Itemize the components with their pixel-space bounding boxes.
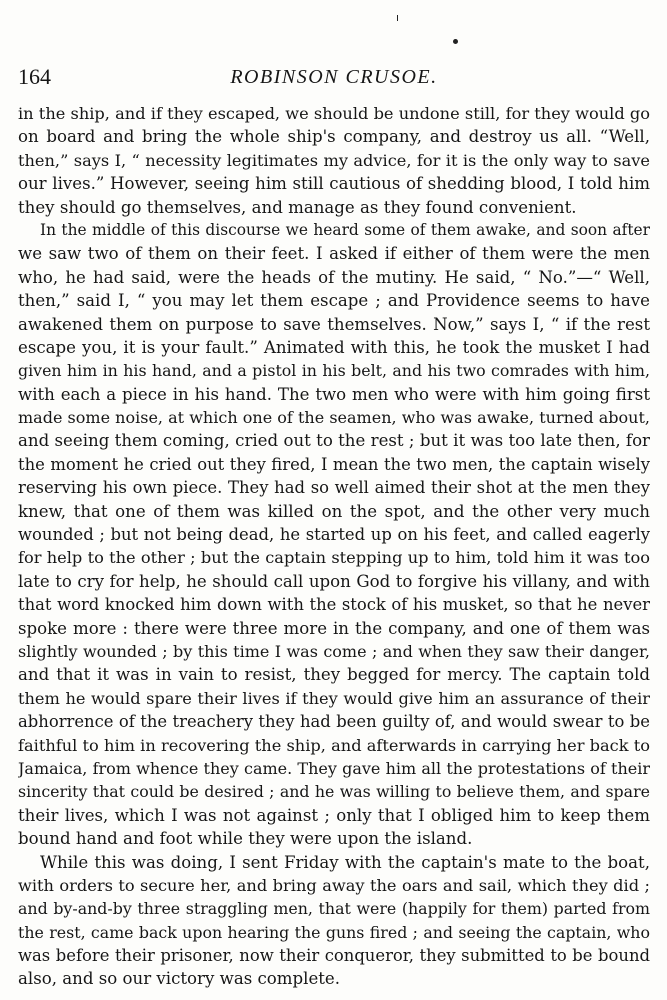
text-line: then,” says I, “ necessity legitimates my advice, for it is the only way to save	[18, 150, 650, 170]
text-line: their lives, which I was not against ; only that I obliged him to keep them	[18, 805, 650, 825]
text-line: them he would spare their lives if they would give him an assurance of their	[18, 688, 650, 708]
text-line: awakened them on purpose to save themselves. Now,” says I, “ if the rest	[18, 314, 650, 334]
text-line: knew, that one of them was killed on the spot, and the other very much	[18, 501, 650, 521]
text-line: for help to the other ; but the captain stepping up to him, told him it was too	[18, 548, 650, 568]
text-line: made some noise, at which one of the seamen, who was awake, turned about,	[18, 408, 650, 428]
text-line: they should go themselves, and manage as they found convenient.	[18, 197, 577, 217]
text-line: also, and so our victory was complete.	[18, 969, 341, 989]
text-line: reserving his own piece. They had so well aimed their shot at the men they	[18, 478, 650, 498]
text-line: in the ship, and if they escaped, we should be undone still, for they would go	[18, 104, 650, 123]
text-line: bound hand and foot while they were upon the island.	[18, 829, 473, 849]
text-line: In the middle of this discourse we heard some of them awake, and soon after	[40, 220, 650, 239]
body-text	[18, 102, 650, 991]
text-line: wounded ; but not being dead, he started up on his feet, and called eagerly	[18, 525, 650, 545]
text-line: then,” said I, “ you may let them escape ; and Providence seems to have	[18, 291, 650, 311]
running-title: ROBINSON CRUSOE.	[230, 66, 438, 88]
text-line: with each a piece in his hand. The two men who were with him going first	[18, 384, 650, 404]
text-line: and by-and-by three straggling men, that were (happily for them) parted from	[18, 899, 650, 919]
text-line: escape you, it is your fault.” Animated with this, he took the musket I had	[18, 337, 650, 357]
text-line: on board and bring the whole ship's company, and destroy us all. “Well,	[18, 127, 650, 147]
text-line: the rest, came back upon hearing the guns fired ; and seeing the captain, who	[18, 922, 650, 942]
ink-speck	[397, 15, 398, 21]
ink-speck	[453, 39, 458, 44]
text-line: faithful to him in recovering the ship, and afterwards in carrying her back to	[18, 735, 650, 755]
text-line: slightly wounded ; by this time I was come ; and when they saw their danger,	[18, 641, 650, 661]
text-line: was before their prisoner, now their conqueror, they submitted to be bound	[18, 946, 650, 966]
text-line: While this was doing, I sent Friday with the captain's mate to the boat,	[40, 852, 650, 872]
text-line: the moment he cried out they fired, I mean the two men, the captain wisely	[18, 454, 650, 474]
text-line: given him in his hand, and a pistol in his belt, and his two comrades with him,	[18, 361, 650, 381]
text-line: sincerity that could be desired ; and he was willing to believe them, and spare	[18, 782, 650, 802]
text-line: our lives.” However, seeing him still cautious of shedding blood, I told him	[18, 174, 650, 194]
text-line: we saw two of them on their feet. I asked if either of them were the men	[18, 244, 650, 264]
text-line: spoke more : there were three more in the company, and one of them was	[18, 618, 650, 638]
page-header	[18, 64, 650, 90]
text-line: that word knocked him down with the stock of his musket, so that he never	[18, 595, 650, 615]
text-line: Jamaica, from whence they came. They gave him all the protestations of their	[18, 758, 650, 778]
text-line: abhorrence of the treachery they had been guilty of, and would swear to be	[18, 712, 650, 732]
text-line: with orders to secure her, and bring away the oars and sail, which they did ;	[18, 875, 650, 895]
text-line: and seeing them coming, cried out to the rest ; but it was too late then, for	[18, 431, 650, 451]
text-line: who, he had said, were the heads of the mutiny. He said, “ No.”—“ Well,	[18, 267, 650, 287]
text-line: and that it was in vain to resist, they begged for mercy. The captain told	[18, 665, 650, 685]
text-line: late to cry for help, he should call upon God to forgive his villany, and with	[18, 571, 650, 591]
page-number: 164	[18, 64, 51, 89]
